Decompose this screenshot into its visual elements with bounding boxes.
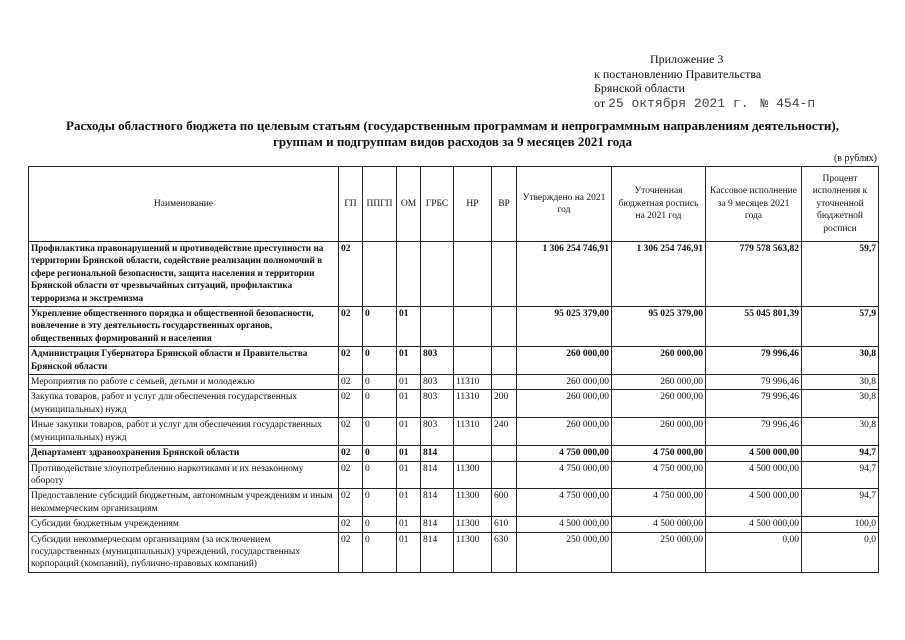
- cell-grbs: 803: [421, 390, 454, 418]
- cell-grbs: 814: [421, 461, 454, 489]
- cell-grbs: 803: [421, 418, 454, 446]
- cell-percent: 59,7: [802, 242, 879, 307]
- cell-gp: 02: [339, 489, 363, 517]
- cell-om: 01: [397, 418, 421, 446]
- table-row: [29, 532, 879, 572]
- cell-percent: 30,8: [802, 418, 879, 446]
- table-row: [29, 517, 879, 532]
- cell-grbs: 814: [421, 517, 454, 532]
- cell-name: Субсидии бюджетным учреждениям: [29, 517, 339, 532]
- cell-refined: 4 750 000,00: [612, 461, 706, 489]
- cell-cash: 4 500 000,00: [706, 446, 802, 461]
- cell-ppgp: 0: [363, 532, 397, 572]
- table-row: [29, 390, 879, 418]
- cell-gp: 02: [339, 347, 363, 375]
- cell-percent: 30,8: [802, 347, 879, 375]
- cell-refined: 260 000,00: [612, 418, 706, 446]
- cell-approved: 4 750 000,00: [517, 446, 612, 461]
- cell-approved: 4 500 000,00: [517, 517, 612, 532]
- cell-om: 01: [397, 347, 421, 375]
- cell-ppgp: 0: [363, 347, 397, 375]
- cell-grbs: 803: [421, 375, 454, 390]
- cell-grbs: [421, 242, 454, 307]
- cell-refined: 4 750 000,00: [612, 446, 706, 461]
- cell-name: Предоставление субсидий бюджетным, автономным учреждениям и иным некоммерческим организациям: [29, 489, 339, 517]
- cell-nr: [454, 347, 492, 375]
- cell-ppgp: 0: [363, 446, 397, 461]
- table-row: [29, 307, 879, 347]
- table-body: [29, 242, 879, 573]
- cell-approved: 250 000,00: [517, 532, 612, 572]
- cell-om: 01: [397, 532, 421, 572]
- cell-percent: 100,0: [802, 517, 879, 532]
- col-percent-header: Процент исполнения к уточненной бюджетной росписи: [802, 167, 879, 242]
- cell-approved: 1 306 254 746,91: [517, 242, 612, 307]
- cell-percent: 0,0: [802, 532, 879, 572]
- cell-name: Профилактика правонарушений и противодействие преступности на территории Брянской области, содействие реализации полномочий в сфере региональной безопасности, защита населения и территории Брянской области от чрезвычайных ситуаций, профилактика терроризма и экстремизма: [29, 242, 339, 307]
- cell-ppgp: 0: [363, 375, 397, 390]
- cell-ppgp: 0: [363, 418, 397, 446]
- cell-vr: [492, 461, 517, 489]
- cell-gp: 02: [339, 307, 363, 347]
- cell-refined: 260 000,00: [612, 347, 706, 375]
- cell-gp: 02: [339, 375, 363, 390]
- cell-cash: 779 578 563,82: [706, 242, 802, 307]
- cell-gp: 02: [339, 418, 363, 446]
- col-name-header: Наименование: [29, 167, 339, 242]
- cell-vr: 200: [492, 390, 517, 418]
- cell-percent: 94,7: [802, 489, 879, 517]
- cell-gp: 02: [339, 390, 363, 418]
- cell-om: 01: [397, 375, 421, 390]
- cell-cash: 55 045 801,39: [706, 307, 802, 347]
- cell-percent: 30,8: [802, 390, 879, 418]
- cell-approved: 95 025 379,00: [517, 307, 612, 347]
- col-approved-header: Утверждено на 2021 год: [517, 167, 612, 242]
- cell-nr: [454, 307, 492, 347]
- cell-name: Противодействие злоупотреблению наркотиками и их незаконному обороту: [29, 461, 339, 489]
- cell-gp: 02: [339, 242, 363, 307]
- cell-ppgp: [363, 242, 397, 307]
- cell-percent: 30,8: [802, 375, 879, 390]
- cell-refined: 95 025 379,00: [612, 307, 706, 347]
- cell-grbs: 814: [421, 532, 454, 572]
- cell-grbs: 814: [421, 489, 454, 517]
- cell-name: Администрация Губернатора Брянской области и Правительства Брянской области: [29, 347, 339, 375]
- decree-date: 25 октября 2021 г.: [608, 95, 749, 111]
- cell-om: 01: [397, 390, 421, 418]
- document-title: [0, 118, 905, 150]
- appendix-block: [594, 52, 815, 111]
- cell-approved: 260 000,00: [517, 375, 612, 390]
- cell-om: [397, 242, 421, 307]
- col-nr-header: НР: [454, 167, 492, 242]
- cell-nr: [454, 446, 492, 461]
- col-refined-header: Уточненная бюджетная роспись на 2021 год: [612, 167, 706, 242]
- table-header-row: [29, 167, 879, 242]
- cell-name: Иные закупки товаров, работ и услуг для обеспечения государственных (муниципальных) нужд: [29, 418, 339, 446]
- cell-vr: 600: [492, 489, 517, 517]
- cell-cash: 4 500 000,00: [706, 517, 802, 532]
- cell-approved: 4 750 000,00: [517, 489, 612, 517]
- cell-refined: 1 306 254 746,91: [612, 242, 706, 307]
- col-gp-header: ГП: [339, 167, 363, 242]
- cell-ppgp: 0: [363, 517, 397, 532]
- cell-gp: 02: [339, 446, 363, 461]
- cell-om: 01: [397, 517, 421, 532]
- cell-vr: [492, 347, 517, 375]
- table-row: [29, 461, 879, 489]
- col-grbs-header: ГРБС: [421, 167, 454, 242]
- appendix-decree: к постановлению Правительства: [594, 66, 762, 81]
- cell-percent: 57,9: [802, 307, 879, 347]
- cell-nr: 11310: [454, 418, 492, 446]
- cell-gp: 02: [339, 532, 363, 572]
- cell-vr: 630: [492, 532, 517, 572]
- cell-name: Департамент здравоохранения Брянской области: [29, 446, 339, 461]
- col-om-header: ОМ: [397, 167, 421, 242]
- cell-refined: 260 000,00: [612, 375, 706, 390]
- cell-vr: [492, 242, 517, 307]
- cell-grbs: 814: [421, 446, 454, 461]
- unit-label: (в рублях): [833, 153, 877, 164]
- cell-percent: 94,7: [802, 461, 879, 489]
- cell-grbs: 803: [421, 347, 454, 375]
- cell-ppgp: 0: [363, 307, 397, 347]
- cell-cash: 4 500 000,00: [706, 489, 802, 517]
- cell-nr: 11300: [454, 489, 492, 517]
- cell-name: Укрепление общественного порядка и общественной безопасности, вовлечение в эту деятельность государственных органов, общественных формирований и населения: [29, 307, 339, 347]
- table-row: [29, 347, 879, 375]
- table-row: [29, 418, 879, 446]
- cell-nr: 11300: [454, 517, 492, 532]
- cell-om: 01: [397, 489, 421, 517]
- cell-cash: 4 500 000,00: [706, 461, 802, 489]
- cell-cash: 0,00: [706, 532, 802, 572]
- cell-ppgp: 0: [363, 489, 397, 517]
- col-vr-header: ВР: [492, 167, 517, 242]
- budget-table: [28, 166, 879, 573]
- appendix-region: Брянской области: [594, 81, 685, 95]
- cell-nr: [454, 242, 492, 307]
- cell-vr: [492, 375, 517, 390]
- cell-name: Закупка товаров, работ и услуг для обеспечения государственных (муниципальных) нужд: [29, 390, 339, 418]
- title-line-2: группам и подгруппам видов расходов за 9 месяцев 2021 года: [273, 134, 632, 149]
- cell-om: 01: [397, 461, 421, 489]
- cell-name: Субсидии некоммерческим организациям (за исключением государственных (муниципальных) учреждений, государственных корпораций (компаний), публично-правовых компаний): [29, 532, 339, 572]
- cell-name: Мероприятия по работе с семьей, детьми и молодежью: [29, 375, 339, 390]
- col-cash-header: Кассовое исполнение за 9 месяцев 2021 года: [706, 167, 802, 242]
- appendix-title: Приложение 3: [650, 52, 724, 66]
- date-prefix: от: [594, 95, 606, 110]
- cell-approved: 260 000,00: [517, 390, 612, 418]
- cell-cash: 79 996,46: [706, 418, 802, 446]
- cell-percent: 94,7: [802, 446, 879, 461]
- cell-ppgp: 0: [363, 390, 397, 418]
- cell-ppgp: 0: [363, 461, 397, 489]
- cell-approved: 260 000,00: [517, 418, 612, 446]
- cell-refined: 250 000,00: [612, 532, 706, 572]
- cell-vr: 240: [492, 418, 517, 446]
- appendix-date-line: [594, 96, 815, 112]
- cell-nr: 11300: [454, 532, 492, 572]
- table-row: [29, 446, 879, 461]
- decree-number: № 454-п: [760, 95, 816, 111]
- cell-vr: [492, 446, 517, 461]
- cell-refined: 4 750 000,00: [612, 489, 706, 517]
- cell-om: 01: [397, 446, 421, 461]
- cell-approved: 4 750 000,00: [517, 461, 612, 489]
- cell-om: 01: [397, 307, 421, 347]
- cell-gp: 02: [339, 461, 363, 489]
- title-line-1: Расходы областного бюджета по целевым статьям (государственным программам и непрограммным направлениям деятельности),: [66, 118, 839, 133]
- cell-gp: 02: [339, 517, 363, 532]
- cell-nr: 11310: [454, 390, 492, 418]
- cell-cash: 79 996,46: [706, 375, 802, 390]
- cell-nr: 11310: [454, 375, 492, 390]
- cell-vr: [492, 307, 517, 347]
- cell-refined: 260 000,00: [612, 390, 706, 418]
- cell-cash: 79 996,46: [706, 347, 802, 375]
- cell-vr: 610: [492, 517, 517, 532]
- table-row: [29, 242, 879, 307]
- table-row: [29, 489, 879, 517]
- cell-refined: 4 500 000,00: [612, 517, 706, 532]
- col-ppgp-header: ППГП: [363, 167, 397, 242]
- cell-nr: 11300: [454, 461, 492, 489]
- cell-cash: 79 996,46: [706, 390, 802, 418]
- cell-approved: 260 000,00: [517, 347, 612, 375]
- table-row: [29, 375, 879, 390]
- cell-grbs: [421, 307, 454, 347]
